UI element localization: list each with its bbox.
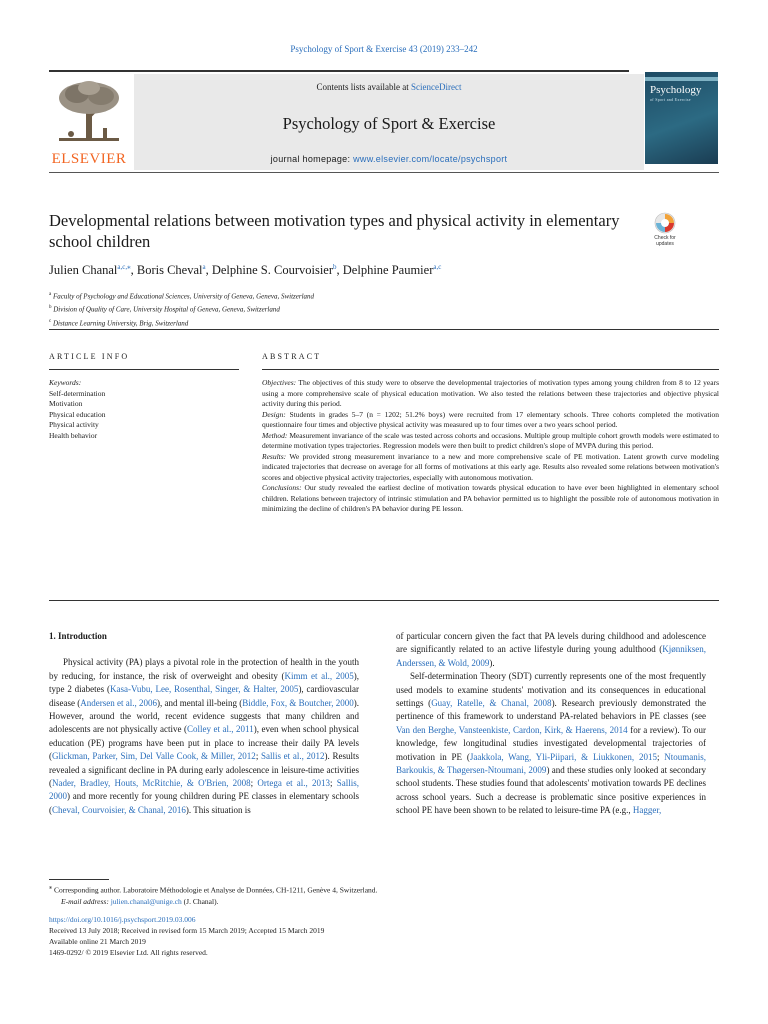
abstract-section-label: Method: (262, 430, 288, 440)
citation-link[interactable]: Ortega et al., 2013 (257, 778, 331, 789)
body-text: ), even when school physical education (PE) programs have been put in place to increase their daily PA levels ( (49, 724, 359, 762)
body-text: ; (330, 778, 337, 789)
author-affiliation-mark[interactable]: a,c (433, 263, 442, 271)
affiliation-text: Faculty of Psychology and Educational Sciences, University of Geneva, Geneva, Switzerland (51, 292, 315, 301)
email-suffix: (J. Chanal). (183, 896, 219, 906)
author-affiliation-mark[interactable]: b (333, 263, 337, 271)
citation-link[interactable]: Kasa-Vubu, Lee, Rosenthal, Singer, & Halter, 2005 (109, 684, 299, 695)
body-text: ). Research previously demonstrated the pertinence of this framework to understand PA-related behaviors in PE classes (see (396, 698, 706, 722)
journal-cover-thumbnail[interactable] (645, 72, 718, 164)
body-left-column (49, 630, 359, 817)
footnote-mark: ⁎ (49, 884, 53, 891)
author-affiliation-mark[interactable]: a,c,⁎ (117, 263, 131, 271)
online-date: Available online 21 March 2019 (49, 937, 146, 946)
citation-link[interactable]: Kimm et al., 2005 (284, 670, 354, 681)
body-text: ) and these studies only looked at secondary school students. These studies found that adolescents' motivation towards PE declines across school years. Such a decrease is problematic since positive experiences in school PE have been shown to be related to leisure-time PA (e.g., (396, 765, 706, 816)
body-text: ; (255, 751, 261, 762)
doi-link[interactable]: https://doi.org/10.1016/j.psychsport.2019.03.006 (49, 915, 196, 924)
abstract-section-text: Students in grades 5–7 (n = 1202; 51.2% boys) were recruited from 17 elementary schools. Three cohorts completed the motivation questionnaire four times and objective physical activity was measured up to four times over a two years school period. (262, 409, 720, 429)
body-text: for a review). To our knowledge, few longitudinal studies investigated developmental trajectories of motivation in PE ( (396, 724, 706, 762)
affiliation-text: Division of Quality of Care, University Hospital of Geneva, Geneva, Switzerland (51, 305, 280, 314)
affiliation-item (49, 316, 314, 329)
author-affiliation-mark[interactable]: a (202, 263, 206, 271)
body-text: ). This situation is (185, 804, 251, 815)
affiliation-mark: c (49, 318, 52, 324)
abstract-section (262, 452, 719, 484)
affiliation-divider (49, 329, 719, 330)
abstract-section-label: Objectives: (262, 378, 297, 387)
article-info-divider (49, 369, 239, 370)
check-for-updates-label: Check for updates (654, 235, 676, 247)
email-label: E-mail address: (61, 896, 109, 906)
introduction-heading: 1. Introduction (49, 631, 107, 641)
author-name[interactable]: Delphine S. Courvoisier (211, 263, 334, 278)
abstract-heading: ABSTRACT (262, 352, 322, 361)
intro-paragraph-1-continued (396, 630, 706, 670)
affiliation-text: Distance Learning University, Brig, Switzerland (51, 318, 189, 327)
affiliation-list (49, 289, 314, 329)
citation-link[interactable]: Guay, Ratelle, & Chanal, 2008 (431, 698, 552, 709)
author-name[interactable]: Delphine Paumier (342, 263, 434, 278)
citation-link[interactable]: Sallis et al., 2012 (261, 751, 325, 762)
copyright-line: 1469-0292/ © 2019 Elsevier Ltd. All rights reserved. (49, 948, 208, 957)
body-text: ). (489, 657, 495, 668)
body-text: ) and more recently for young children during PE classes in elementary schools ( (49, 791, 359, 815)
journal-homepage-link[interactable]: www.elsevier.com/locate/psychsport (353, 154, 508, 164)
body-text: ; (250, 778, 258, 789)
citation-link[interactable]: Nader, Bradley, Houts, McRitchie, & O'Brien, 2008 (52, 778, 251, 789)
corresponding-author-footnote (49, 882, 719, 907)
citation-link[interactable]: Glickman, Parker, Sim, Del Valle Cook, & Miller, 2012 (52, 751, 256, 762)
cover-title: Psychology (650, 84, 702, 96)
sciencedirect-link[interactable]: ScienceDirect (411, 82, 462, 92)
article-info-heading: ARTICLE INFO (49, 352, 130, 361)
corresponding-author-text: Corresponding author. Laboratoire Méthodologie et Analyse de Données, CH-1211, Genève 4, Switzerland. (54, 885, 378, 895)
abstract-body (262, 378, 719, 515)
body-text: Physical activity (PA) plays a pivotal role in the protection of health in the youth by reducing, for instance, the risk of overweight and obesity ( (49, 657, 359, 681)
keyword-item: Health behavior (49, 430, 98, 440)
affiliation-item (49, 302, 314, 315)
abstract-section (262, 483, 719, 515)
cover-band (645, 77, 718, 81)
citation-link[interactable]: Colley et al., 2011 (187, 724, 254, 735)
affiliation-mark: a (49, 292, 52, 297)
body-text: ), type 2 diabetes ( (49, 670, 359, 695)
abstract-bottom-divider (49, 600, 719, 601)
keyword-item: Self-determination (49, 388, 106, 398)
body-right-column (396, 630, 706, 818)
keywords-block (49, 378, 105, 441)
abstract-section-text: The objectives of this study were to observe the developmental trajectories of motivation types among young children from 8 to 12 years using a more comprehensive scale of physical education motivation. We also tested the relations between these trajectories and objective physical activity during this period. (262, 378, 719, 408)
header-divider (49, 172, 719, 173)
citation-link[interactable]: Sallis, 2000 (49, 778, 359, 802)
keyword-item: Physical activity (49, 420, 99, 429)
abstract-section (262, 410, 719, 431)
citation-link[interactable]: Andersen et al., 2006 (80, 697, 158, 708)
body-text: ). However, around the world, recent evidence suggests that many children and adolescents are not physically active ( (49, 697, 359, 735)
intro-paragraph-1 (49, 656, 359, 817)
abstract-section-text: Our study revealed the earliest decline of motivation towards physical education to have ever been highlighted in elementary school children. Relations between trajectory of intrinsic stimulation and PA behavior permitted us to highlight the possible role of autonomous motivation in minimizing the decline of children's PA behavior during PE lesson. (262, 483, 720, 513)
keyword-item: Physical education (49, 409, 106, 419)
received-dates: Received 13 July 2018; Received in revised form 15 March 2019; Accepted 15 March 2019 (49, 926, 325, 935)
intro-paragraph-2 (396, 670, 706, 817)
author-email-link[interactable]: julien.chanal@unige.ch (110, 896, 182, 906)
abstract-section-label: Results: (262, 451, 287, 461)
journal-title: Psychology of Sport & Exercise (282, 114, 496, 133)
author-list: Julien Chanal$^{a,c,⁎}$, Boris Cheval$^a$, Delphine S. Courvoisier$^b$, Delphine Paumier$^{a,c}$ (49, 263, 442, 278)
abstract-section-label: Design: (262, 409, 286, 419)
body-text: ; (656, 751, 665, 762)
check-for-updates-icon (650, 212, 680, 234)
elsevier-wordmark: ELSEVIER (51, 151, 127, 167)
citation-link[interactable]: Cheval, Courvoisier, & Chanal, 2016 (52, 804, 186, 815)
elsevier-tree-icon (49, 78, 129, 148)
abstract-section-text: We provided strong measurement invariance to a new and more comprehensive scale of PE motivation. Latent growth curve modeling indicated trajectories that decrease on average for all forms of motivations at this early age. Results also revealed some relations between motivation's scores and objective physical activity trajectories, especially with autonomous motivation. (262, 451, 719, 482)
citation-link[interactable]: Hagger, (632, 805, 662, 816)
citation-link[interactable]: Biddle, Fox, & Boutcher, 2000 (242, 697, 354, 708)
keyword-item: Motivation (49, 399, 83, 408)
elsevier-logo[interactable] (49, 78, 129, 170)
body-text: ), and mental ill-being ( (157, 697, 243, 708)
abstract-divider (262, 369, 719, 370)
abstract-section (262, 378, 719, 410)
abstract-section (262, 431, 719, 452)
abstract-section-label: Conclusions: (262, 483, 302, 492)
author-name[interactable]: Boris Cheval (136, 263, 203, 278)
affiliation-mark: b (49, 305, 52, 311)
body-text: ), cardiovascular disease ( (49, 684, 359, 708)
contents-availability: Contents lists available at ScienceDirect (316, 82, 462, 92)
affiliation-item (49, 289, 314, 302)
body-text: Self-determination Theory (SDT) currently represents one of the most frequently used models to examine students' motivation and its consequences in educational settings ( (396, 671, 706, 709)
citation-link[interactable]: Ntoumanis, Barkoukis, & Thøgersen-Ntoumani, 2009 (396, 751, 706, 776)
citation-link[interactable]: Kjønniksen, Anderssen, & Wold, 2009 (396, 644, 706, 668)
journal-banner (49, 70, 629, 172)
cover-subtitle: of Sport and Exercise (650, 97, 691, 102)
keywords-label: Keywords: (49, 378, 82, 387)
journal-reference-link[interactable]: Psychology of Sport & Exercise 43 (2019) 233–242 (290, 44, 478, 54)
citation-link[interactable]: Van den Berghe, Vansteenkiste, Cardon, Kirk, & Haerens, 2014 (396, 724, 628, 735)
banner-center (134, 74, 644, 170)
footnote-divider (49, 879, 109, 880)
body-text: ). Results revealed a significant decline in PA during early adolescence in leisure-time activities ( (49, 751, 359, 789)
check-for-updates-button[interactable] (650, 212, 680, 252)
paper-title: Developmental relations between motivation types and physical activity in elementary school children (49, 211, 620, 251)
body-text: of particular concern given the fact that PA levels during childhood and adolescence are significantly related to an active lifestyle during young adulthood ( (396, 631, 706, 655)
citation-link[interactable]: Jaakkola, Wang, Yli-Piipari, & Liukkonen, 2015 (469, 751, 657, 762)
abstract-section-text: Measurement invariance of the scale was tested across cohorts and occasions. Multiple group multiple cohort growth models were estimated to determine motivation types trajectories. Regression models were then built to predict children's slope of MVPA during this period. (262, 430, 719, 450)
journal-homepage: journal homepage: www.elsevier.com/locate/psychsport (270, 154, 508, 164)
publication-info (49, 914, 324, 958)
author-name[interactable]: Julien Chanal (49, 263, 118, 278)
